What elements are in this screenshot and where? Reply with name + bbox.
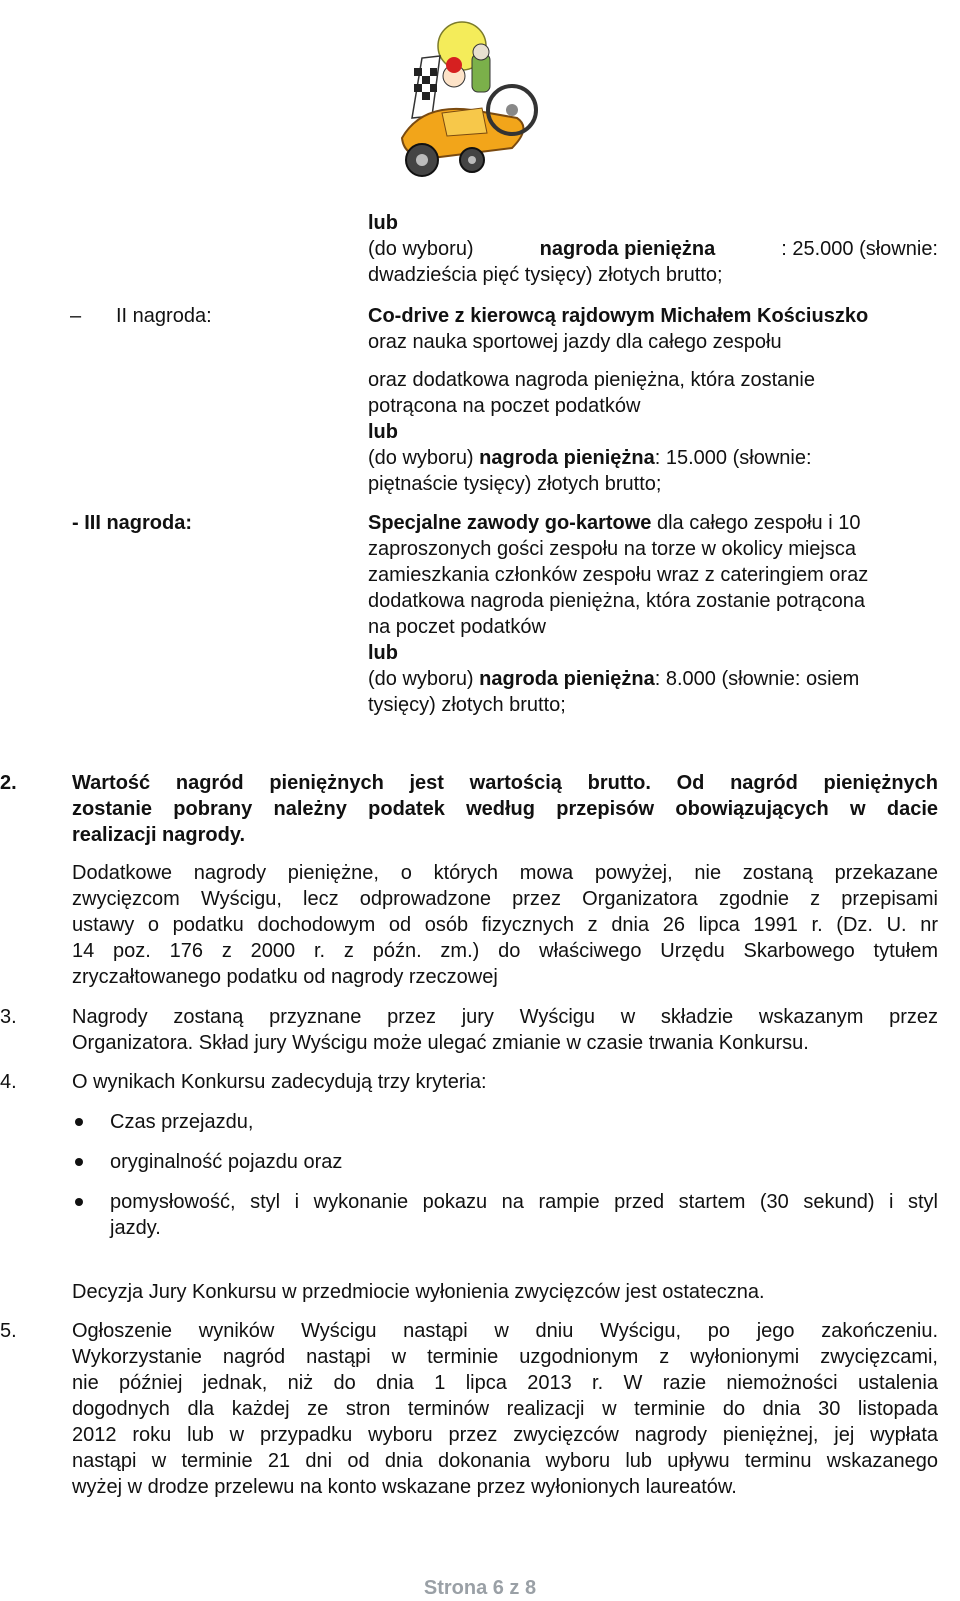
section5-line: Ogłoszenie wyników Wyścigu nastąpi w dniu Wyścigu, po jego zakończeniu. (72, 1320, 938, 1342)
section3-line: Organizatora. Skład jury Wyścigu może ulegać zmianie w czasie trwania Konkursu. (72, 1032, 809, 1054)
section2-bold-text (72, 770, 938, 848)
choice-bold: nagroda pieniężna (479, 447, 655, 469)
prize2-amount-words: piętnaście tysięcy) złotych brutto; (368, 473, 662, 495)
criterion-item-continuation: jazdy. (110, 1217, 161, 1239)
jury-decision: Decyzja Jury Konkursu w przedmiocie wyłonienia zwycięzców jest ostateczna. (72, 1281, 765, 1303)
bullet-icon (75, 1198, 83, 1206)
lub-label: lub (368, 212, 398, 234)
section3-line: Nagrody zostaną przyznane przez jury Wyścigu w składzie wskazanym przez (72, 1006, 938, 1028)
choice-prefix: (do wyboru) (368, 668, 480, 690)
prize3-lub: lub (368, 642, 398, 664)
section5-text (72, 1318, 938, 1500)
section2-bold-line: realizacji nagrody. (72, 824, 246, 846)
prize3-amount-words: tysięcy) złotych brutto; (368, 694, 566, 716)
section2-para-line: 14 poz. 176 z 2000 r. z późn. zm.) do właściwego Urzędu Skarbowego tytułem (72, 940, 938, 962)
section4-number: 4. (0, 1071, 17, 1093)
prize2-line2: oraz nauka sportowej jazdy dla całego zespołu (368, 331, 782, 353)
section2-para-line: ustawy o podatku dochodowym od osób fizycznych z dnia 26 lipca 1991 r. (Dz. U. nr (72, 914, 938, 936)
section3-text (72, 1004, 938, 1056)
criterion-item: pomysłowość, styl i wykonanie pokazu na rampie przed startem (30 sekund) i styl (110, 1191, 938, 1213)
prize2-lub: lub (368, 421, 398, 443)
prize3-line4: dodatkowa nagroda pieniężna, która zostanie potrącona (368, 590, 866, 612)
section2-para-line: zryczałtowanego podatku od nagrody rzeczowej (72, 966, 498, 988)
section3-number: 3. (0, 1006, 17, 1028)
bullet-icon (75, 1158, 83, 1166)
race-car-logo (392, 18, 542, 188)
choice-bold: nagroda pieniężna (479, 668, 655, 690)
section2-bold-line: Wartość nagród pieniężnych jest wartością brutto. Od nagród pieniężnych (72, 772, 938, 794)
prize3-title-rest: dla całego zespołu i 10 (651, 512, 861, 534)
choice-rest: : 25.000 (słownie: (781, 238, 938, 260)
prize2-line3: oraz dodatkowa nagroda pieniężna, która zostanie (368, 369, 815, 391)
section5-line: 2012 roku lub w przypadku wyboru przez zwycięzców nagrody pieniężnej, jej wypłata (72, 1424, 938, 1446)
bullet-icon (75, 1118, 83, 1126)
section2-paragraph (72, 860, 938, 990)
criterion-item: Czas przejazdu, (110, 1111, 254, 1133)
choice-prefix: (do wyboru) (368, 447, 480, 469)
prize3-choice (368, 666, 859, 692)
section5-number: 5. (0, 1320, 17, 1342)
prize2-dash: – (70, 305, 82, 327)
prize1-choice (368, 236, 938, 262)
prize3-label: - III nagroda: (72, 512, 192, 534)
section5-line: wyżej w drodze przelewu na konto wskazane przez wyłonionych laureatów. (72, 1476, 737, 1498)
section5-line: Wykorzystanie nagród nastąpi w terminie uzgodnionym z wyłonionymi zwycięzcami, (72, 1346, 938, 1368)
prize2-choice (368, 445, 812, 471)
section2-para-line: Dodatkowe nagrody pieniężne, o których mowa powyżej, nie zostaną przekazane (72, 862, 938, 884)
section5-line: nastąpi w terminie 21 dni od dnia dokonania wyboru lub upływu terminu wskazanego (72, 1450, 938, 1472)
choice-rest: : 15.000 (słownie: (654, 447, 812, 469)
prize3-title-bold: Specjalne zawody go-kartowe (368, 512, 652, 534)
prize3-title (368, 510, 860, 536)
section4-intro: O wynikach Konkursu zadecydują trzy kryteria: (72, 1071, 487, 1093)
prize3-line2: zaproszonych gości zespołu na torze w okolicy miejsca (368, 538, 856, 560)
choice-rest: : 8.000 (słownie: osiem (654, 668, 860, 690)
prize2-label: II nagroda: (116, 305, 212, 327)
prize1-amount-words: dwadzieścia pięć tysięcy) złotych brutto; (368, 264, 723, 286)
criterion-item: oryginalność pojazdu oraz (110, 1151, 343, 1173)
section2-bold-line: zostanie pobrany należny podatek według przepisów obowiązujących w dacie (72, 798, 938, 820)
prize2-line4: potrącona na poczet podatków (368, 395, 641, 417)
section5-line: dogodnych dla każdej ze stron terminów realizacji w terminie do dnia 30 listopada (72, 1398, 938, 1420)
section2-number: 2. (0, 772, 17, 794)
page-number: Strona 6 z 8 (423, 1577, 537, 1599)
choice-prefix: (do wyboru) (368, 238, 474, 260)
prize2-title: Co-drive z kierowcą rajdowym Michałem Kościuszko (368, 305, 869, 327)
choice-bold: nagroda pieniężna (539, 238, 716, 260)
section5-line: nie później jednak, niż do dnia 1 lipca 2013 r. W razie niemożności ustalenia (72, 1372, 938, 1394)
prize3-line5: na poczet podatków (368, 616, 546, 638)
prize3-line3: zamieszkania członków zespołu wraz z cateringiem oraz (368, 564, 869, 586)
section2-para-line: zwycięzcom Wyścigu, lecz odprowadzone przez Organizatora zgodnie z przepisami (72, 888, 938, 910)
